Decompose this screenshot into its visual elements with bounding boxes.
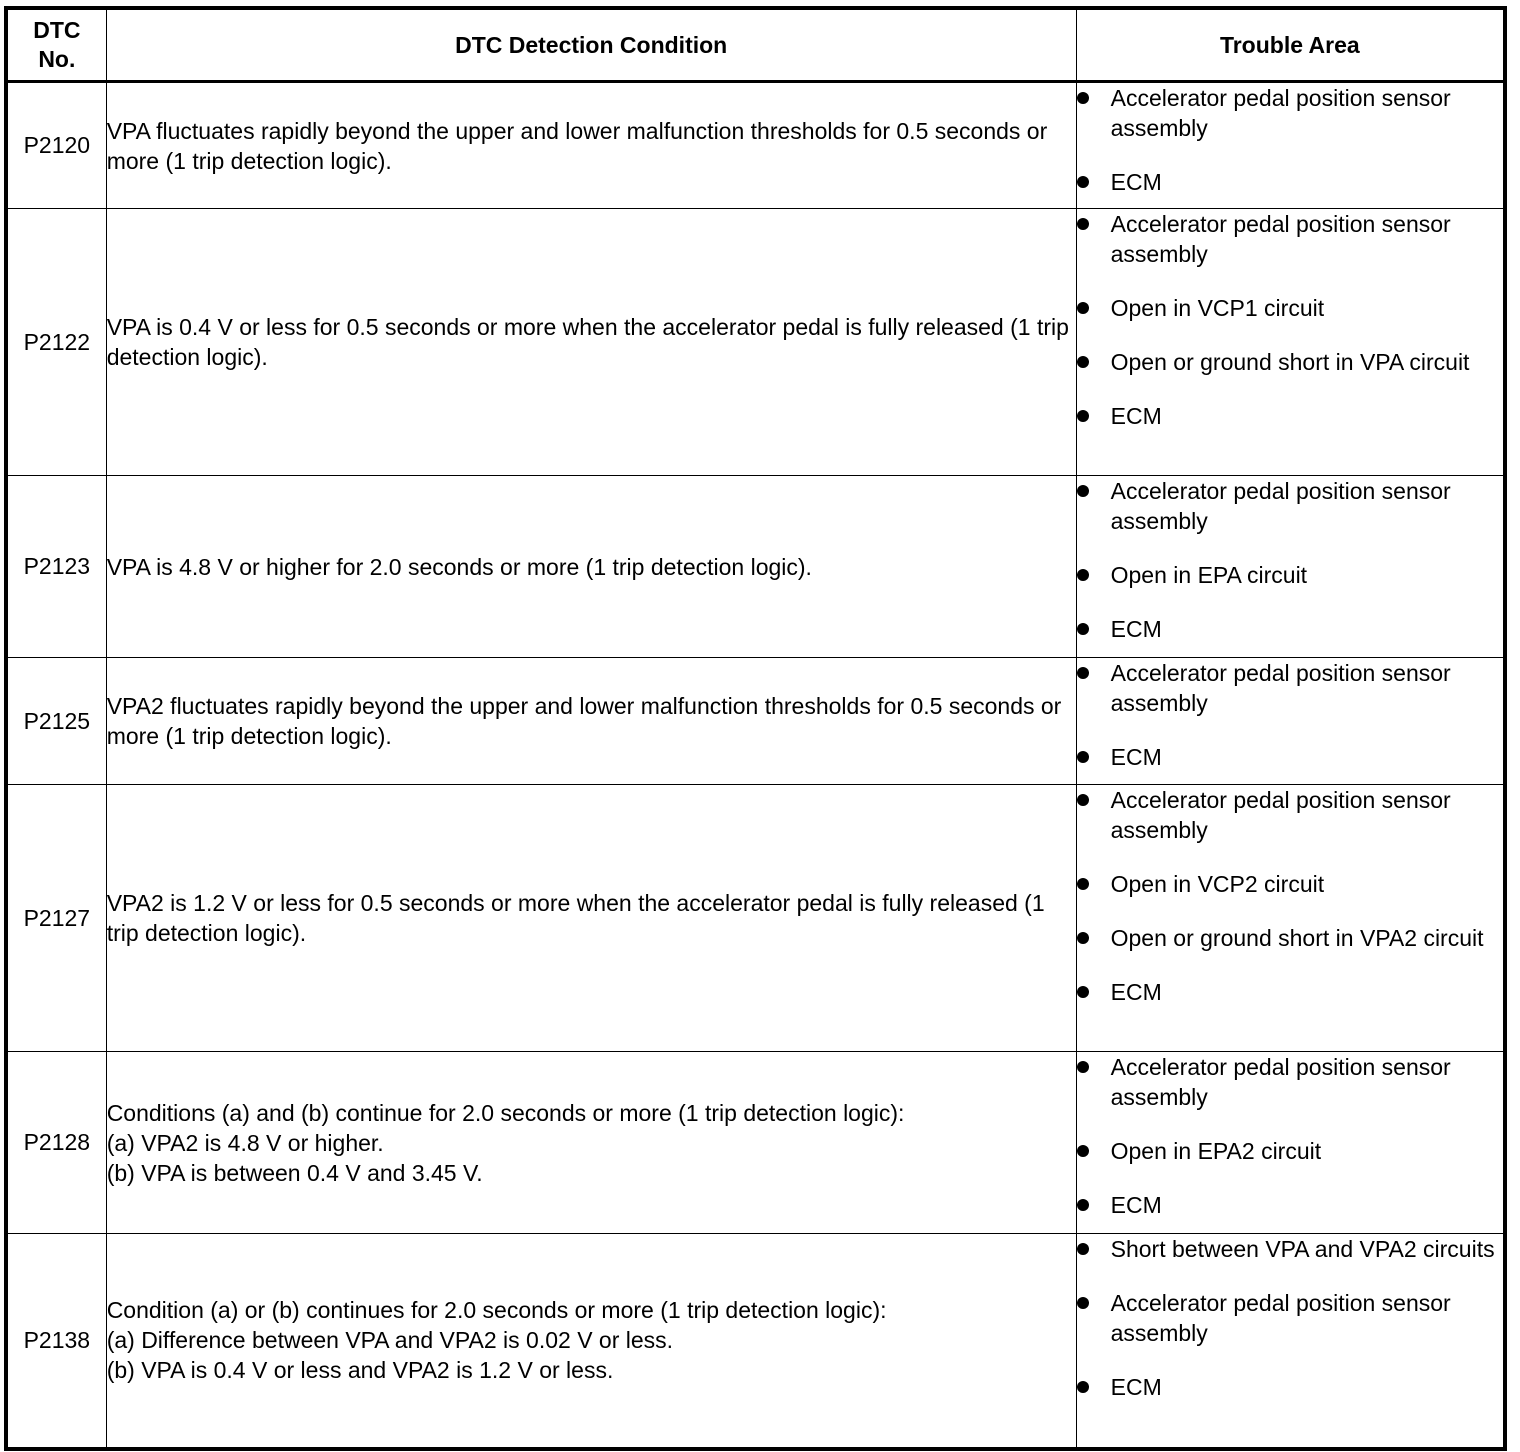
header-trouble-area: Trouble Area xyxy=(1076,8,1505,82)
condition-line: (a) Difference between VPA and VPA2 is 0.02 V or less. xyxy=(106,1327,674,1354)
list-item xyxy=(1077,614,1503,644)
trouble-area-list xyxy=(1077,209,1503,431)
trouble-area-item: ECM xyxy=(1110,744,1162,770)
table-body xyxy=(6,82,1505,1449)
list-item xyxy=(1077,977,1503,1007)
condition-line: VPA2 is 1.2 V or less for 0.5 seconds or more when the accelerator pedal is fully released (1 trip detection logic). xyxy=(106,890,1045,946)
header-row xyxy=(6,8,1505,82)
condition-line: VPA2 fluctuates rapidly beyond the upper and lower malfunction thresholds for 0.5 seconds or more (1 trip detection logic). xyxy=(106,693,1062,749)
trouble-area-item: Open in VCP2 circuit xyxy=(1110,871,1325,897)
trouble-area xyxy=(1076,82,1505,209)
bullet-icon xyxy=(1077,1199,1089,1211)
detection-condition xyxy=(106,658,1076,785)
table-row xyxy=(6,476,1505,658)
dtc-code: P2123 xyxy=(6,476,106,658)
trouble-area xyxy=(1076,1234,1505,1449)
table-row xyxy=(6,1052,1505,1234)
trouble-area-item: ECM xyxy=(1110,979,1162,1005)
trouble-area xyxy=(1076,785,1505,1052)
list-item xyxy=(1077,167,1503,197)
trouble-area-list xyxy=(1077,658,1503,772)
list-item xyxy=(1077,476,1503,536)
bullet-icon xyxy=(1077,1243,1089,1255)
trouble-area xyxy=(1076,1052,1505,1234)
trouble-area xyxy=(1076,658,1505,785)
trouble-area-item: Accelerator pedal position sensor assembly xyxy=(1110,660,1451,716)
condition-line: VPA is 0.4 V or less for 0.5 seconds or more when the accelerator pedal is fully released (1 trip detection logic). xyxy=(106,314,1069,370)
bullet-icon xyxy=(1077,794,1089,806)
condition-line: (b) VPA is between 0.4 V and 3.45 V. xyxy=(106,1159,483,1186)
list-item xyxy=(1077,347,1503,377)
list-item xyxy=(1077,869,1503,899)
condition-line: VPA fluctuates rapidly beyond the upper and lower malfunction thresholds for 0.5 seconds or more (1 trip detection logic). xyxy=(106,117,1048,174)
table-row xyxy=(6,1234,1505,1449)
trouble-area-item: Open in EPA circuit xyxy=(1110,562,1308,588)
trouble-area-item: ECM xyxy=(1110,1374,1162,1400)
trouble-area-item: Short between VPA and VPA2 circuits xyxy=(1110,1236,1495,1262)
bullet-icon xyxy=(1077,751,1089,763)
header-dtc-no xyxy=(6,8,106,82)
trouble-area-item: ECM xyxy=(1110,1192,1162,1218)
bullet-icon xyxy=(1077,176,1089,188)
list-item xyxy=(1077,1288,1503,1348)
dtc-code: P2127 xyxy=(6,785,106,1052)
trouble-area-item: ECM xyxy=(1110,403,1162,429)
trouble-area-item: Accelerator pedal position sensor assembly xyxy=(1110,1054,1451,1110)
trouble-area-list xyxy=(1077,83,1503,197)
detection-condition xyxy=(106,209,1076,476)
trouble-area-list xyxy=(1077,1052,1503,1220)
dtc-code: P2138 xyxy=(6,1234,106,1449)
header-dtc-no-line1: DTC xyxy=(33,17,81,43)
bullet-icon xyxy=(1077,302,1089,314)
bullet-icon xyxy=(1077,878,1089,890)
list-item xyxy=(1077,742,1503,772)
trouble-area-item: ECM xyxy=(1110,616,1162,642)
trouble-area xyxy=(1076,476,1505,658)
detection-condition xyxy=(106,1234,1076,1449)
trouble-area-item: ECM xyxy=(1110,169,1162,195)
list-item xyxy=(1077,1234,1503,1264)
table-row xyxy=(6,785,1505,1052)
bullet-icon xyxy=(1077,1381,1089,1393)
list-item xyxy=(1077,785,1503,845)
list-item xyxy=(1077,658,1503,718)
trouble-area-item: Accelerator pedal position sensor assembly xyxy=(1110,85,1451,141)
list-item xyxy=(1077,1136,1503,1166)
bullet-icon xyxy=(1077,623,1089,635)
trouble-area-item: Accelerator pedal position sensor assembly xyxy=(1110,211,1451,267)
list-item xyxy=(1077,923,1503,953)
trouble-area-item: Open in EPA2 circuit xyxy=(1110,1138,1322,1164)
condition-line: (b) VPA is 0.4 V or less and VPA2 is 1.2 V or less. xyxy=(106,1357,614,1384)
header-detection-condition: DTC Detection Condition xyxy=(106,8,1076,82)
table-row xyxy=(6,82,1505,209)
detection-condition xyxy=(106,82,1076,209)
trouble-area-item: Open or ground short in VPA2 circuit xyxy=(1110,925,1484,951)
dtc-code: P2120 xyxy=(6,82,106,209)
trouble-area-list xyxy=(1077,785,1503,1007)
dtc-code: P2122 xyxy=(6,209,106,476)
dtc-code: P2125 xyxy=(6,658,106,785)
bullet-icon xyxy=(1077,667,1089,679)
dtc-code: P2128 xyxy=(6,1052,106,1234)
condition-line: Conditions (a) and (b) continue for 2.0 seconds or more (1 trip detection logic): xyxy=(106,1099,905,1126)
list-item xyxy=(1077,293,1503,323)
bullet-icon xyxy=(1077,1145,1089,1157)
list-item xyxy=(1077,209,1503,269)
header-dtc-no-line2: No. xyxy=(38,46,76,72)
trouble-area-item: Accelerator pedal position sensor assembly xyxy=(1110,1290,1451,1346)
bullet-icon xyxy=(1077,218,1089,230)
bullet-icon xyxy=(1077,1061,1089,1073)
trouble-area-item: Accelerator pedal position sensor assembly xyxy=(1110,478,1451,534)
bullet-icon xyxy=(1077,569,1089,581)
bullet-icon xyxy=(1077,932,1089,944)
condition-line: VPA is 4.8 V or higher for 2.0 seconds or more (1 trip detection logic). xyxy=(106,553,812,580)
trouble-area-item: Open in VCP1 circuit xyxy=(1110,295,1325,321)
list-item xyxy=(1077,83,1503,143)
detection-condition xyxy=(106,1052,1076,1234)
condition-line: Condition (a) or (b) continues for 2.0 seconds or more (1 trip detection logic): xyxy=(106,1297,887,1324)
trouble-area-item: Accelerator pedal position sensor assembly xyxy=(1110,787,1451,843)
trouble-area-item: Open or ground short in VPA circuit xyxy=(1110,349,1470,375)
condition-line: (a) VPA2 is 4.8 V or higher. xyxy=(106,1129,384,1156)
table-row xyxy=(6,209,1505,476)
list-item xyxy=(1077,1190,1503,1220)
bullet-icon xyxy=(1077,986,1089,998)
bullet-icon xyxy=(1077,356,1089,368)
table-row xyxy=(6,658,1505,785)
trouble-area-list xyxy=(1077,476,1503,644)
list-item xyxy=(1077,401,1503,431)
bullet-icon xyxy=(1077,485,1089,497)
bullet-icon xyxy=(1077,92,1089,104)
bullet-icon xyxy=(1077,410,1089,422)
list-item xyxy=(1077,560,1503,590)
list-item xyxy=(1077,1052,1503,1112)
list-item xyxy=(1077,1372,1503,1402)
bullet-icon xyxy=(1077,1297,1089,1309)
detection-condition xyxy=(106,785,1076,1052)
dtc-table xyxy=(4,6,1507,1451)
detection-condition xyxy=(106,476,1076,658)
trouble-area-list xyxy=(1077,1234,1503,1402)
trouble-area xyxy=(1076,209,1505,476)
